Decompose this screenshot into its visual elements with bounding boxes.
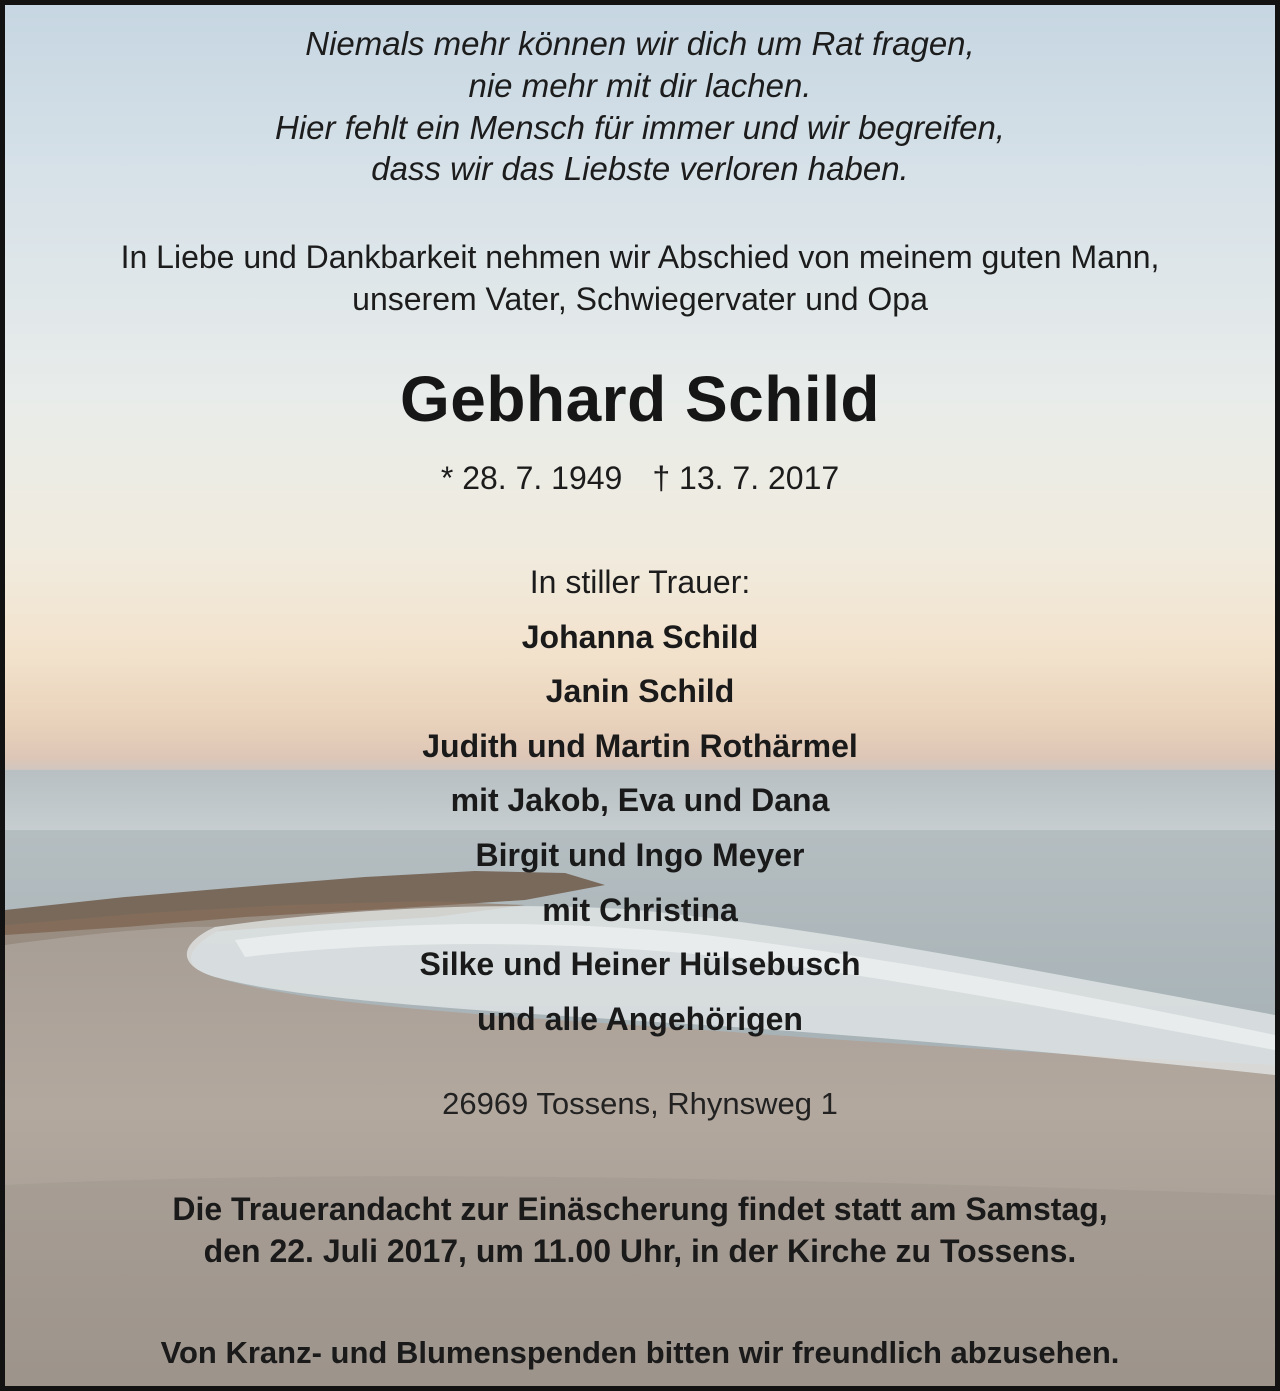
mourner-name: Janin Schild — [545, 673, 735, 709]
deceased-name: Gebhard Schild — [400, 363, 880, 435]
notice-content — [5, 5, 1275, 1386]
birth-date: * 28. 7. 1949 — [440, 460, 623, 496]
mourner-name: Judith und Martin Rothärmel — [422, 728, 858, 764]
poem-line-1: Niemals mehr können wir dich um Rat fragen, — [305, 25, 975, 62]
mourner-name: und alle Angehörigen — [477, 1001, 803, 1037]
mourner-name: Silke und Heiner Hülsebusch — [419, 946, 861, 982]
poem-line-2: nie mehr mit dir lachen. — [468, 67, 812, 104]
death-date: † 13. 7. 2017 — [652, 460, 840, 496]
intro-line-1: In Liebe und Dankbarkeit nehmen wir Abschied von meinem guten Mann, — [120, 239, 1160, 275]
service-line-2: den 22. Juli 2017, um 11.00 Uhr, in der Kirche zu Tossens. — [203, 1233, 1077, 1269]
life-dates — [5, 458, 1275, 498]
intro-line-2: unserem Vater, Schwiegervater und Opa — [352, 281, 928, 317]
mourners-label: In stiller Trauer: — [529, 564, 751, 600]
mourner-name: Birgit und Ingo Meyer — [475, 837, 805, 873]
flowers-note: Von Kranz- und Blumenspenden bitten wir freundlich abzusehen. — [160, 1335, 1120, 1370]
mourner-name: mit Jakob, Eva und Dana — [450, 782, 830, 818]
mourner-name: mit Christina — [542, 892, 738, 928]
poem-line-3: Hier fehlt ein Mensch für immer und wir begreifen, — [275, 109, 1005, 146]
service-line-1: Die Trauerandacht zur Einäscherung findet statt am Samstag, — [172, 1191, 1108, 1227]
mourner-address: 26969 Tossens, Rhynsweg 1 — [442, 1086, 838, 1121]
poem-line-4: dass wir das Liebste verloren haben. — [371, 150, 909, 187]
mourner-name: Johanna Schild — [521, 619, 759, 655]
